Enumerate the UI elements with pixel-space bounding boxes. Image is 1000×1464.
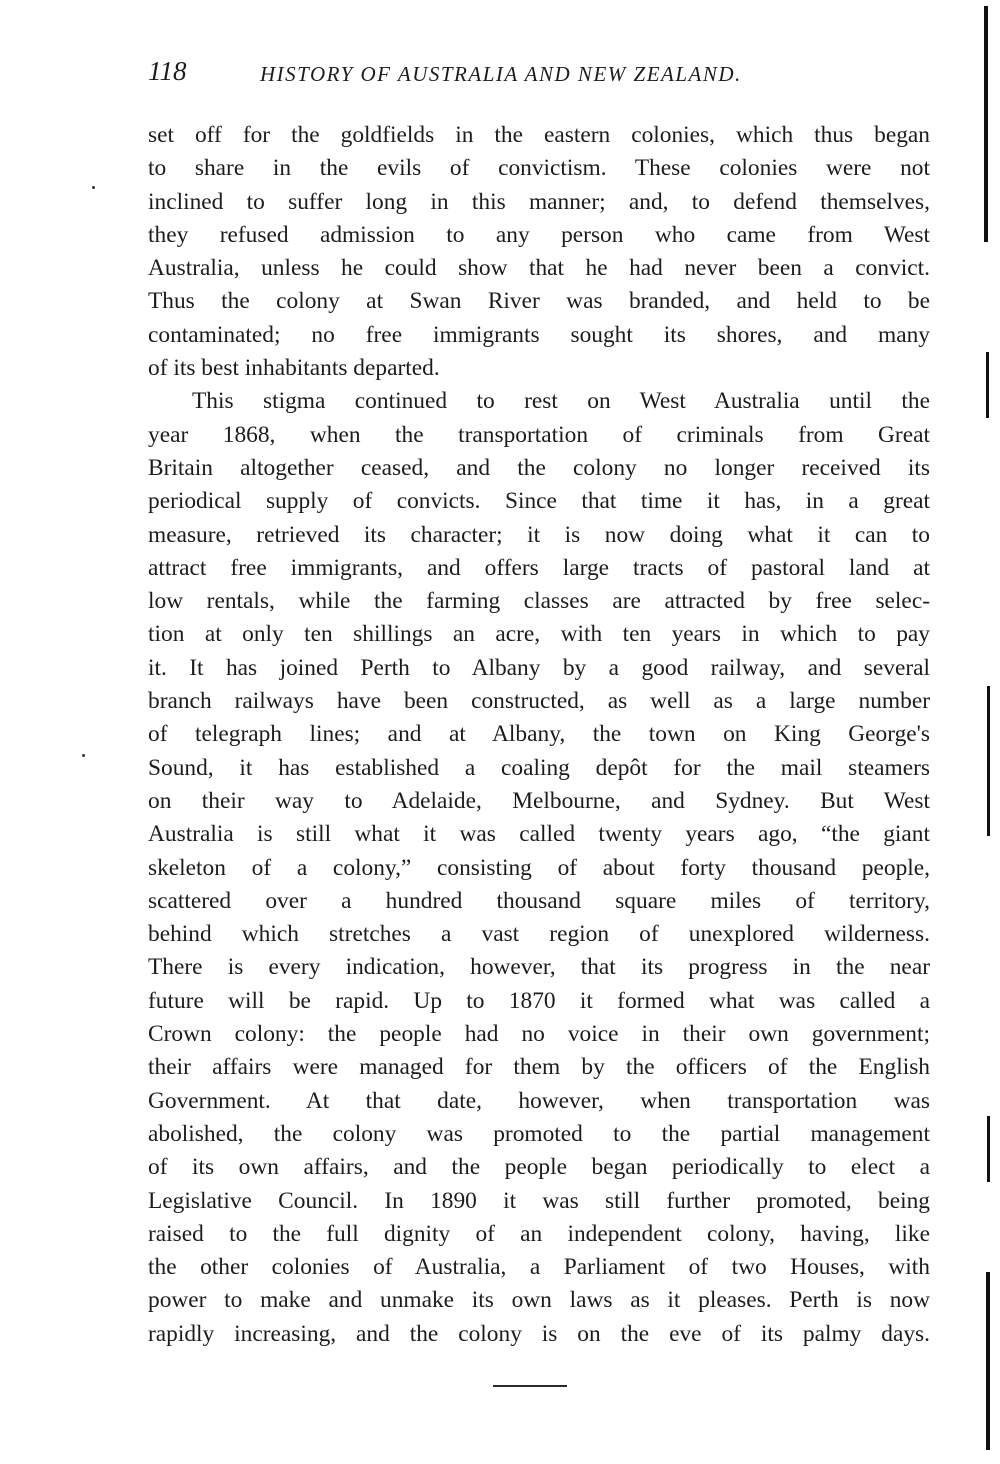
text-line: measure, retrieved its character; it is now doing what it can to [148,521,930,548]
text-line: to share in the evils of convictism. These colonies were not [148,155,930,182]
running-head [148,56,928,96]
text-line: year 1868, when the transportation of criminals from Great [148,421,930,448]
text-line: low rentals, while the farming classes are attracted by free selec- [148,588,930,615]
text-line: tion at only ten shillings an acre, with ten years in which to pay [148,621,930,648]
text-line: There is every indication, however, that its progress in the near [148,954,930,981]
text-line: Legislative Council. In 1890 it was still further promoted, being [148,1187,930,1214]
scan-speck [82,754,85,757]
end-rule [493,1385,567,1387]
text-line: Sound, it has established a coaling depôt for the mail steamers [148,754,930,781]
scan-edge-mark [986,1272,990,1450]
text-line: contaminated; no free immigrants sought its shores, and many [148,321,930,348]
text-line: future will be rapid. Up to 1870 it formed what was called a [148,987,930,1014]
text-line: abolished, the colony was promoted to the partial management [148,1120,930,1147]
text-line: Australia is still what it was called twenty years ago, “the giant [148,821,930,848]
running-title: HISTORY OF AUSTRALIA AND NEW ZEALAND. [260,62,742,86]
paragraph-2 [148,385,930,1351]
text-line: power to make and unmake its own laws as it pleases. Perth is now [148,1287,930,1314]
body-text [148,119,930,1351]
text-line: Crown colony: the people had no voice in their own government; [148,1021,930,1048]
scan-edge-mark [987,686,990,836]
text-line: of telegraph lines; and at Albany, the town on King George's [148,721,930,748]
scan-edge-mark [987,1116,990,1182]
text-line: on their way to Adelaide, Melbourne, and Sydney. But West [148,787,930,814]
text-line: periodical supply of convicts. Since that time it has, in a great [148,488,930,515]
text-line: of its own affairs, and the people began periodically to elect a [148,1154,930,1181]
text-line: attract free immigrants, and offers large tracts of pastoral land at [148,554,930,581]
text-line: it. It has joined Perth to Albany by a good railway, and several [148,654,930,681]
paragraph-1 [148,119,930,385]
text-line: Thus the colony at Swan River was branded, and held to be [148,288,930,315]
text-line: Britain altogether ceased, and the colony no longer received its [148,454,930,481]
text-line: Government. At that date, however, when transportation was [148,1087,930,1114]
text-line: This stigma continued to rest on West Australia until the [192,388,930,415]
text-line: of its best inhabitants departed. [148,355,440,382]
text-line: raised to the full dignity of an independent colony, having, like [148,1220,930,1247]
text-line: inclined to suffer long in this manner; and, to defend themselves, [148,188,930,215]
page-number: 118 [148,56,187,86]
scan-edge-mark [984,6,988,242]
text-line: rapidly increasing, and the colony is on the eve of its palmy days. [148,1320,930,1347]
text-line: set off for the goldfields in the eastern colonies, which thus began [148,122,930,148]
scan-speck [92,186,95,189]
text-line: Australia, unless he could show that he had never been a convict. [148,255,930,282]
text-line: skeleton of a colony,” consisting of about forty thousand people, [148,854,930,881]
text-line: scattered over a hundred thousand square miles of territory, [148,887,930,914]
text-line: their affairs were managed for them by the officers of the English [148,1054,930,1081]
text-line: the other colonies of Australia, a Parliament of two Houses, with [148,1254,930,1281]
text-line: behind which stretches a vast region of unexplored wilderness. [148,921,930,948]
scan-edge-mark [986,352,989,418]
text-line: branch railways have been constructed, as well as a large number [148,688,930,715]
text-line: they refused admission to any person who came from West [148,221,930,248]
